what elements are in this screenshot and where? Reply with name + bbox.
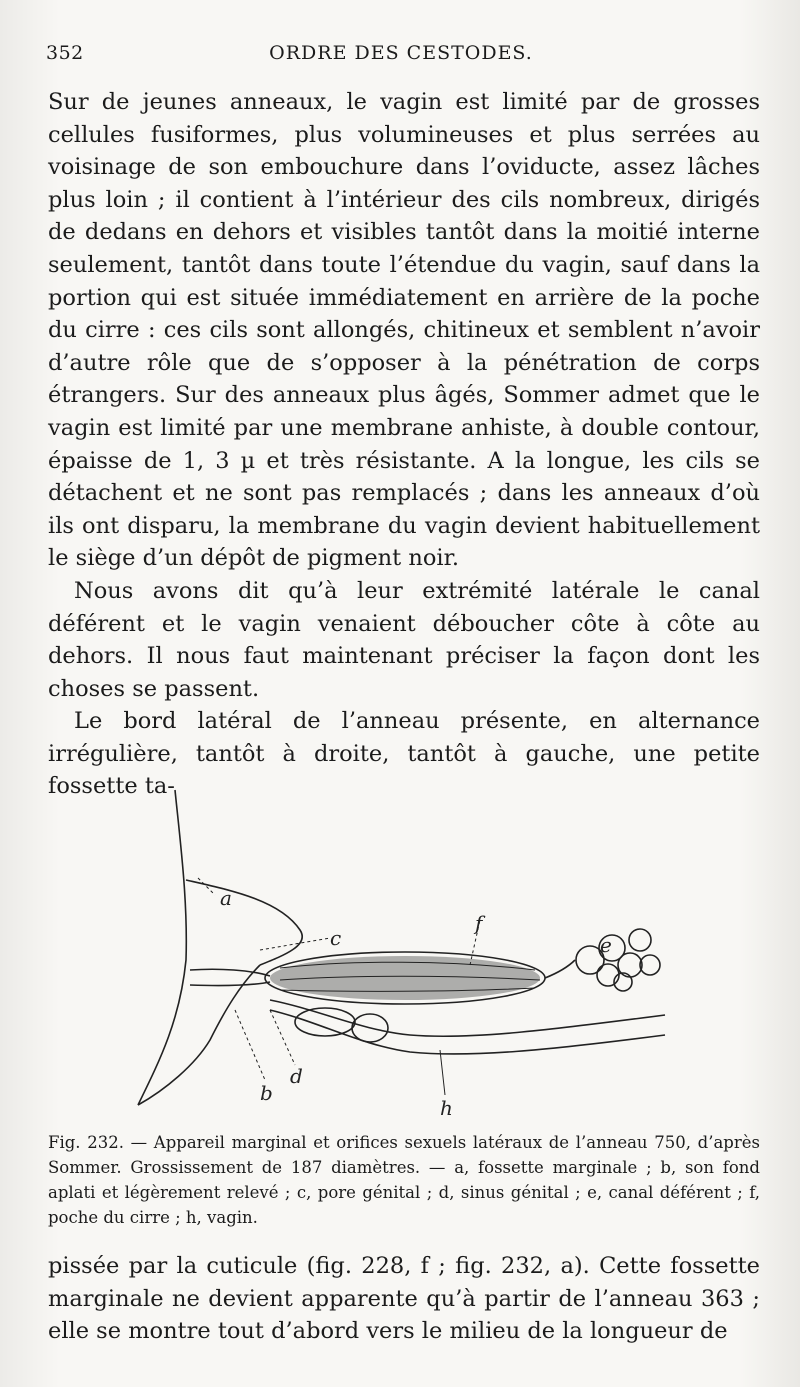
page-number: 352 — [46, 42, 84, 64]
body-text-top — [48, 86, 760, 803]
label-f: f — [475, 911, 483, 935]
label-b: b — [260, 1081, 273, 1105]
running-title: ORDRE DES CESTODES. — [269, 42, 533, 64]
paragraph: Nous avons dit qu’à leur extrémité latérale le canal déférent et le vagin venaient déboucher côte à côte au dehors. Il nous faut maintenant préciser la façon dont les choses se passent. — [48, 577, 760, 702]
paragraph: Le bord latéral de l’anneau présente, en alternance irrégulière, tantôt à droite, tantôt à gauche, une petite fossette ta- — [48, 708, 760, 800]
figure-232 — [120, 760, 700, 1130]
figure-label: Fig. 232. — [48, 1133, 124, 1152]
label-a: a — [220, 886, 232, 910]
caption-text: — Appareil marginal et orifices sexuels latéraux de l’anneau 750, d’après Sommer. Grossissement de 187 diamètres. — a, fossette marginale ; b, son fond aplati et légèrement relevé ; c, pore génital ; d, sinus génital ; e, canal déférent ; f, poche du cirre ; h, vagin. — [48, 1133, 760, 1227]
figure-caption — [48, 1130, 760, 1230]
label-h: h — [440, 1096, 453, 1120]
label-c: c — [330, 926, 342, 950]
anatomical-illustration — [120, 760, 700, 1130]
paragraph: Sur de jeunes anneaux, le vagin est limité par de grosses cellules fusiformes, plus volumineuses et plus serrées au voisinage de son embouchure dans l’oviducte, assez lâches plus loin ; il contient à l’intérieur des cils nombreux, dirigés de dedans en dehors et visibles tantôt dans la moitié interne seulement, tantôt dans toute l’étendue du vagin, sauf dans la portion qui est située immédiatement en arrière de la poche du cirre : ces cils sont allongés, chitineux et semblent n’avoir d’autre rôle que de s’opposer à la pénétration de corps étrangers. Sur des anneaux plus âgés, Sommer admet que le vagin est limité par une membrane anhiste, à double contour, épaisse de 1, 3 µ et très résistante. A la longue, les cils se détachent et ne sont pas remplacés ; dans les anneaux d’où ils ont disparu, la membrane du vagin devient habituellement le siège d’un dépôt de pigment noir. — [48, 89, 760, 572]
body-text-bottom — [48, 1250, 760, 1348]
label-e-2: e — [600, 933, 612, 957]
label-d: d — [290, 1064, 303, 1088]
paragraph: pissée par la cuticule (fig. 228, f ; fig. 232, a). Cette fossette marginale ne devient apparente qu’à partir de l’anneau 363 ; elle se montre tout d’abord vers le milieu de la longueur de — [48, 1253, 760, 1345]
running-header — [46, 42, 756, 72]
margin-outline — [138, 790, 186, 1105]
